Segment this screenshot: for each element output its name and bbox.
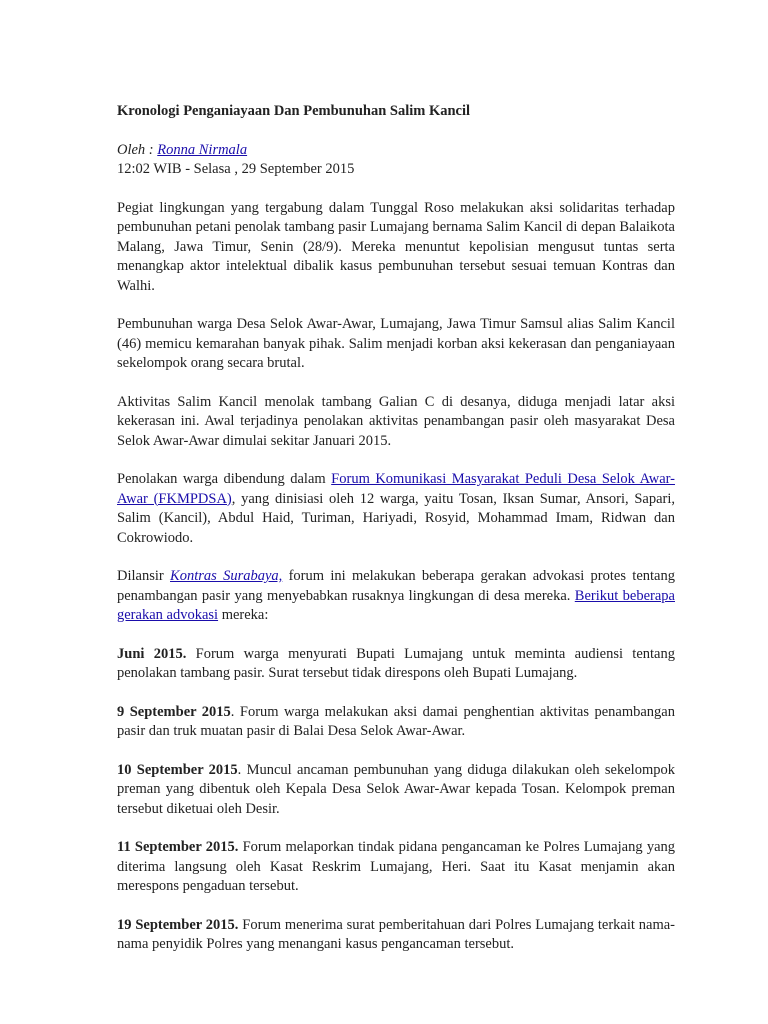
paragraph-5-after: mereka: [218, 607, 269, 623]
event-item [117, 703, 675, 742]
paragraph-4 [117, 470, 675, 548]
event-date: 11 September 2015. [117, 839, 239, 855]
event-item [117, 761, 675, 820]
paragraph-5-middle: forum ini melakukan beberapa gerakan advokasi protes tentang penambangan pasir yang menyebabkan rusaknya lingkungan di desa mereka. [117, 568, 675, 604]
event-text: . Muncul ancaman pembunuhan yang diduga dilakukan oleh sekelompok preman yang dibentuk oleh Kepala Desa Selok Awar-Awar kepada Tosan. Kelompok preman tersebut diketuai oleh Desir. [117, 761, 675, 817]
byline [117, 141, 675, 161]
event-date: 10 September 2015 [117, 761, 238, 778]
fkmpdsa-link[interactable]: Forum Komunikasi Masyarakat Peduli Desa Selok Awar-Awar (FKMPDSA) [117, 471, 675, 507]
event-item [117, 916, 675, 955]
byline-prefix: Oleh : [117, 141, 158, 158]
event-date: 19 September 2015. [117, 916, 239, 933]
event-text: Forum warga menyurati Bupati Lumajang untuk meminta audiensi tentang penolakan tambang pasir. Surat tersebut tidak direspons oleh Bupati Lumajang. [117, 645, 675, 681]
paragraph-1: Pegiat lingkungan yang tergabung dalam Tunggal Roso melakukan aksi solidaritas terhadap pembunuhan petani penolak tambang pasir Lumajang bernama Salim Kancil di depan Balaikota Malang, Jawa Timur, Senin (28/9). Mereka menuntut kepolisian mengusut tuntas serta menangkap aktor intelektual dibalik kasus pembunuhan tersebut sesuai temuan Kontras dan Walhi. [117, 199, 675, 294]
author-link[interactable]: Ronna Nirmala [157, 141, 248, 158]
paragraph-4-before: Penolakan warga dibendung dalam [117, 471, 332, 487]
event-date: Juni 2015. [117, 645, 187, 662]
paragraph-2: Pembunuhan warga Desa Selok Awar-Awar, Lumajang, Jawa Timur Samsul alias Salim Kancil (46) memicu kemarahan banyak pihak. Salim menjadi korban aksi kekerasan dan penganiayaan sekelompok orang secara brutal. [117, 316, 675, 371]
advocacy-list-link[interactable]: Berikut beberapa gerakan advokasi [117, 587, 675, 623]
event-text: . Forum warga melakukan aksi damai penghentian aktivitas penambangan pasir dan truk muatan pasir di Balai Desa Selok Awar-Awar. [117, 703, 675, 739]
paragraph-5-before: Dilansir [117, 568, 171, 584]
dateline: 12:02 WIB - Selasa , 29 September 2015 [117, 161, 355, 177]
paragraph-5 [117, 567, 675, 626]
kontras-surabaya-link[interactable]: Kontras Surabaya, [170, 568, 283, 584]
event-text: Forum melaporkan tindak pidana pengancaman ke Polres Lumajang yang diterima langsung oleh Kasat Reskrim Lumajang, Heri. Saat itu Kasat menjamin akan merespons pengaduan tersebut. [117, 839, 676, 894]
event-date: 9 September 2015 [117, 703, 231, 720]
event-item [117, 838, 675, 897]
event-item [117, 645, 675, 684]
paragraph-3: Aktivitas Salim Kancil menolak tambang Galian C di desanya, diduga menjadi latar aksi kekerasan ini. Awal terjadinya penolakan aktivitas penambangan pasir oleh masyarakat Desa Selok Awar-Awar dimulai sekitar Januari 2015. [117, 393, 675, 449]
event-text: Forum menerima surat pemberitahuan dari Polres Lumajang terkait nama-nama penyidik Polres yang menangani kasus pengancaman tersebut. [117, 916, 675, 952]
paragraph-4-after: , yang dinisiasi oleh 12 warga, yaitu Tosan, Iksan Sumar, Ansori, Sapari, Salim (Kancil), Abdul Haid, Turiman, Hariyadi, Rosyid, Mohammad Imam, Ridwan dan Cokrowiodo. [117, 490, 675, 546]
article-title: Kronologi Penganiayaan Dan Pembunuhan Salim Kancil [117, 103, 471, 119]
